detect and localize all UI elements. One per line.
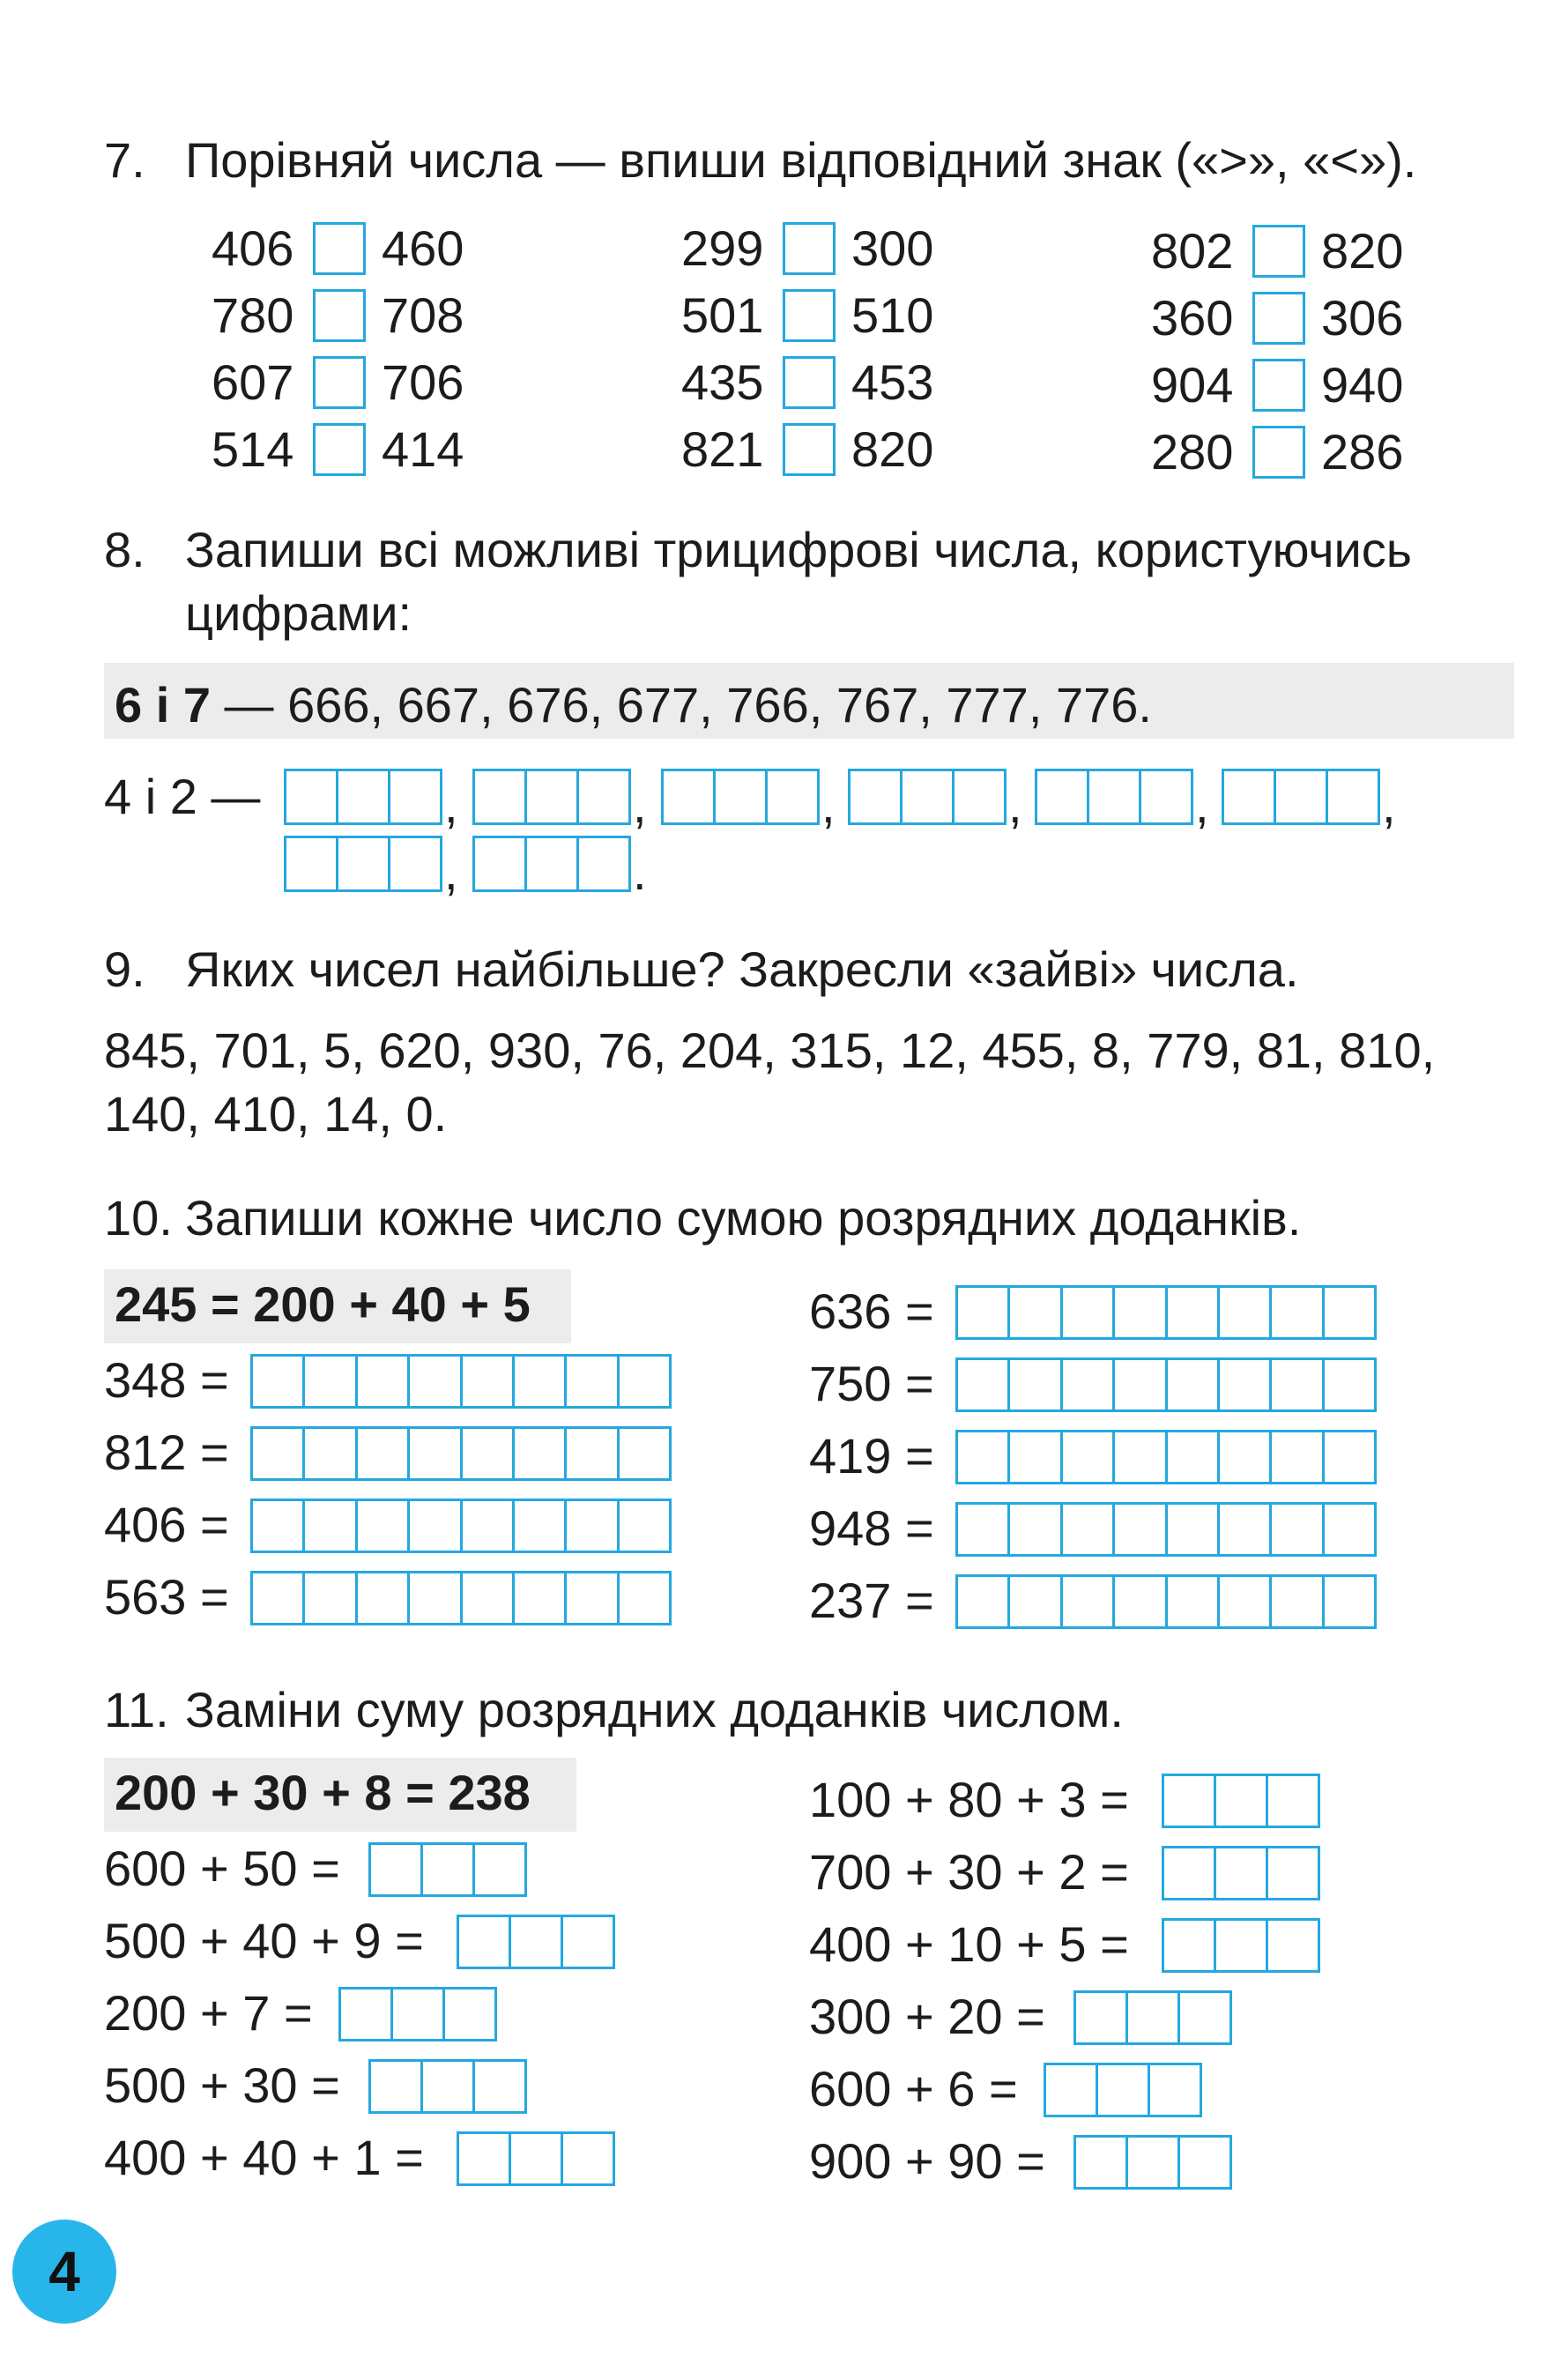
number-answer-box[interactable] — [1162, 1774, 1320, 1828]
compare-right-number: 820 — [1321, 223, 1404, 279]
compare-right-number: 706 — [382, 354, 464, 410]
compare-left-number: 821 — [681, 421, 764, 477]
compare-sign-box[interactable] — [1252, 292, 1305, 345]
task10-right-label: 948 = — [809, 1500, 934, 1556]
compare-right-number: 414 — [382, 421, 464, 477]
compare-sign-box[interactable] — [313, 356, 366, 409]
task11-number: 11. — [104, 1682, 169, 1737]
number-answer-box[interactable] — [1073, 1990, 1232, 2045]
task8-heading — [104, 522, 1412, 578]
compare-right-number: 306 — [1321, 290, 1404, 346]
three-digit-answer-box[interactable] — [284, 836, 442, 892]
task10-left-label: 563 = — [104, 1569, 229, 1625]
page-number-badge: 4 — [12, 2220, 116, 2324]
task10-right-label: 750 = — [809, 1356, 934, 1411]
number-answer-box[interactable] — [1162, 1846, 1320, 1900]
task11-right-label: 100 + 80 + 3 = — [809, 1772, 1129, 1827]
task11-right-label: 600 + 6 = — [809, 2061, 1018, 2116]
task10-left-label: 406 = — [104, 1497, 229, 1552]
compare-sign-box[interactable] — [313, 423, 366, 476]
task11-left-label: 600 + 50 = — [104, 1841, 340, 1896]
task8-prompt: 4 і 2 — — [104, 769, 261, 824]
compare-left-number: 360 — [1151, 290, 1234, 346]
three-digit-answer-box[interactable] — [472, 769, 631, 825]
task8-example-numbers: — 666, 667, 676, 677, 766, 767, 777, 776. — [210, 677, 1152, 733]
task9-numbers-line1: 845, 701, 5, 620, 930, 76, 204, 315, 12, 455, 8, 779, 81, 810, — [104, 1023, 1436, 1078]
task10-number: 10. — [104, 1190, 173, 1246]
task11-right-label: 700 + 30 + 2 = — [809, 1844, 1129, 1900]
task11-heading — [104, 1682, 1124, 1738]
task8-number: 8. — [104, 522, 145, 577]
task10-left-label: 348 = — [104, 1352, 229, 1408]
task11-title: Заміни суму розрядних доданків числом. — [185, 1682, 1124, 1737]
task8-title-line2: цифрами: — [185, 585, 412, 641]
compare-left-number: 501 — [681, 287, 764, 343]
expansion-answer-box[interactable] — [955, 1574, 1377, 1629]
expansion-answer-box[interactable] — [955, 1357, 1377, 1412]
three-digit-answer-box[interactable] — [284, 769, 442, 825]
task11-right-label: 300 + 20 = — [809, 1989, 1045, 2044]
comma: , — [1008, 777, 1022, 833]
number-answer-box[interactable] — [368, 1842, 527, 1897]
three-digit-answer-box[interactable] — [1222, 769, 1380, 825]
compare-sign-box[interactable] — [783, 289, 836, 342]
number-answer-box[interactable] — [368, 2059, 527, 2114]
number-answer-box[interactable] — [338, 1987, 497, 2042]
task11-left-label: 500 + 40 + 9 = — [104, 1913, 424, 1968]
compare-left-number: 802 — [1151, 223, 1234, 279]
task11-left-label: 200 + 7 = — [104, 1985, 313, 2041]
task9-number: 9. — [104, 941, 145, 997]
task8-title-line1: Запиши всі можливі трицифрові числа, користуючись — [185, 522, 1412, 577]
three-digit-answer-box[interactable] — [848, 769, 1007, 825]
compare-sign-box[interactable] — [1252, 426, 1305, 479]
number-answer-box[interactable] — [457, 1915, 615, 1969]
task11-right-label: 900 + 90 = — [809, 2133, 1045, 2189]
compare-left-number: 299 — [681, 220, 764, 276]
comma: , — [1382, 777, 1396, 833]
three-digit-answer-box[interactable] — [1035, 769, 1193, 825]
task9-heading — [104, 941, 1299, 998]
compare-right-number: 940 — [1321, 357, 1404, 413]
task11-left-label: 400 + 40 + 1 = — [104, 2130, 424, 2185]
expansion-answer-box[interactable] — [250, 1354, 672, 1409]
compare-right-number: 510 — [851, 287, 934, 343]
comma: , — [444, 844, 458, 900]
compare-sign-box[interactable] — [313, 289, 366, 342]
number-answer-box[interactable] — [1044, 2063, 1202, 2117]
task10-right-label: 237 = — [809, 1573, 934, 1628]
number-answer-box[interactable] — [1162, 1918, 1320, 1973]
compare-left-number: 435 — [681, 354, 764, 410]
comma: , — [821, 777, 836, 833]
compare-sign-box[interactable] — [313, 222, 366, 275]
period: . — [633, 844, 647, 900]
task7-number: 7. — [104, 132, 145, 188]
comma: , — [633, 777, 647, 833]
compare-sign-box[interactable] — [783, 423, 836, 476]
compare-right-number: 300 — [851, 220, 934, 276]
number-answer-box[interactable] — [457, 2131, 615, 2186]
compare-sign-box[interactable] — [1252, 225, 1305, 278]
task7-title: Порівняй числа — впиши відповідний знак («>», «<»). — [185, 132, 1417, 188]
comma: , — [444, 777, 458, 833]
compare-right-number: 708 — [382, 287, 464, 343]
compare-right-number: 460 — [382, 220, 464, 276]
compare-left-number: 406 — [212, 220, 294, 276]
compare-sign-box[interactable] — [783, 356, 836, 409]
compare-left-number: 780 — [212, 287, 294, 343]
task8-example-digits: 6 і 7 — [115, 677, 211, 733]
expansion-answer-box[interactable] — [250, 1499, 672, 1553]
compare-left-number: 514 — [212, 421, 294, 477]
task10-title: Запиши кожне число сумою розрядних доданків. — [185, 1190, 1302, 1246]
compare-left-number: 280 — [1151, 424, 1234, 480]
task11-right-label: 400 + 10 + 5 = — [809, 1916, 1129, 1972]
task7-heading — [104, 132, 1416, 189]
task10-heading — [104, 1190, 1301, 1246]
compare-right-number: 820 — [851, 421, 934, 477]
compare-right-number: 453 — [851, 354, 934, 410]
comma: , — [1195, 777, 1209, 833]
task11-left-label: 500 + 30 = — [104, 2057, 340, 2113]
expansion-answer-box[interactable] — [955, 1502, 1377, 1557]
task9-numbers-line2: 140, 410, 14, 0. — [104, 1086, 448, 1142]
task10-right-label: 636 = — [809, 1283, 934, 1339]
expansion-answer-box[interactable] — [955, 1430, 1377, 1484]
compare-left-number: 904 — [1151, 357, 1234, 413]
compare-right-number: 286 — [1321, 424, 1404, 480]
task10-left-label: 812 = — [104, 1424, 229, 1480]
number-answer-box[interactable] — [1073, 2135, 1232, 2190]
compare-left-number: 607 — [212, 354, 294, 410]
three-digit-answer-box[interactable] — [472, 836, 631, 892]
expansion-answer-box[interactable] — [250, 1571, 672, 1625]
three-digit-answer-box[interactable] — [661, 769, 820, 825]
expansion-answer-box[interactable] — [250, 1426, 672, 1481]
expansion-answer-box[interactable] — [955, 1285, 1377, 1340]
task9-title: Яких чисел найбільше? Закресли «зайві» числа. — [185, 941, 1299, 997]
task10-example: 245 = 200 + 40 + 5 — [115, 1276, 531, 1332]
task11-example: 200 + 30 + 8 = 238 — [115, 1765, 531, 1820]
compare-sign-box[interactable] — [783, 222, 836, 275]
compare-sign-box[interactable] — [1252, 359, 1305, 412]
task8-example — [115, 677, 1152, 733]
task10-right-label: 419 = — [809, 1428, 934, 1484]
